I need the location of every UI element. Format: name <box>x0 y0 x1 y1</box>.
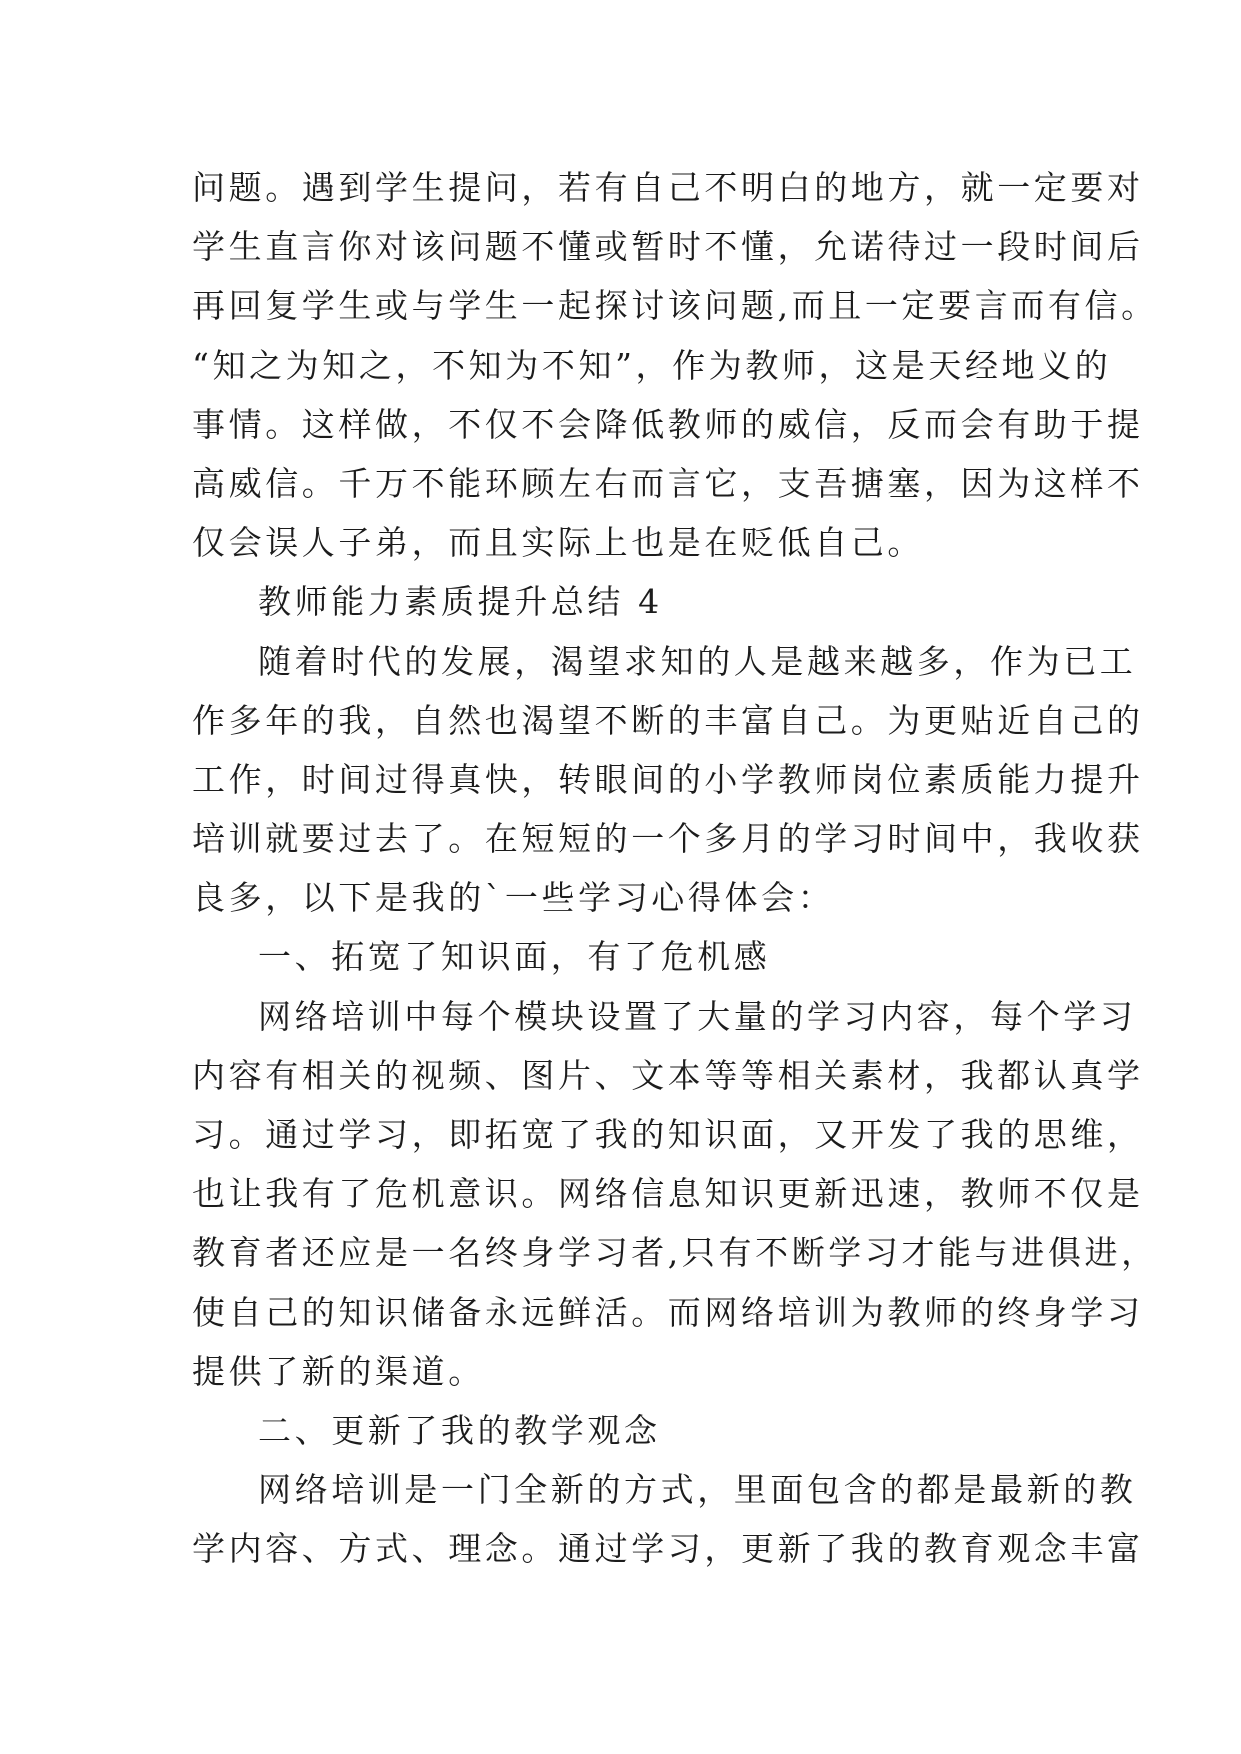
paragraph-line: 良多，以下是我的`一些学习心得体会： <box>192 878 835 918</box>
paragraph-line: “知之为知之，不知为不知”，作为教师，这是天经地义的 <box>192 345 1112 385</box>
paragraph-line: 网络培训是一门全新的方式，里面包含的都是最新的教 <box>258 1470 1137 1510</box>
paragraph-line: 网络培训中每个模块设置了大量的学习内容，每个学习 <box>258 996 1137 1036</box>
paragraph-line: 培训就要过去了。在短短的一个多月的学习时间中，我收获 <box>192 819 1144 859</box>
paragraph-line: 工作，时间过得真快，转眼间的小学教师岗位素质能力提升 <box>192 759 1144 799</box>
paragraph-line: 使自己的知识储备永远鲜活。而网络培训为教师的终身学习 <box>192 1292 1144 1332</box>
paragraph-line: 随着时代的发展，渴望求知的人是越来越多，作为已工 <box>258 641 1137 681</box>
paragraph-line: 事情。这样做，不仅不会降低教师的威信，反而会有助于提 <box>192 404 1144 444</box>
paragraph-line: 学生直言你对该问题不懂或暂时不懂，允诺待过一段时间后 <box>192 227 1144 267</box>
paragraph-line: 高威信。千万不能环顾左右而言它，支吾搪塞，因为这样不 <box>192 463 1144 503</box>
paragraph-line: 作多年的我，自然也渴望不断的丰富自己。为更贴近自己的 <box>192 700 1144 740</box>
paragraph-line: 提供了新的渠道。 <box>192 1351 485 1391</box>
paragraph-line: 问题。遇到学生提问，若有自己不明白的地方，就一定要对 <box>192 168 1144 207</box>
paragraph-line: 内容有相关的视频、图片、文本等等相关素材，我都认真学 <box>192 1055 1144 1095</box>
paragraph-line: 也让我有了危机意识。网络信息知识更新迅速，教师不仅是 <box>192 1174 1144 1214</box>
body-text <box>192 158 1158 1579</box>
paragraph-line: 再回复学生或与学生一起探讨该问题,而且一定要言而有信。 <box>192 286 1158 326</box>
paragraph-line: 习。通过学习，即拓宽了我的知识面，又开发了我的思维， <box>192 1115 1144 1154</box>
paragraph-line: 学内容、方式、理念。通过学习，更新了我的教育观念丰富 <box>192 1529 1144 1569</box>
paragraph-line: 教育者还应是一名终身学习者,只有不断学习才能与进俱进， <box>192 1233 1158 1273</box>
subsection-heading: 二、更新了我的教学观念 <box>258 1410 661 1450</box>
section-heading: 教师能力素质提升总结 4 <box>258 582 663 622</box>
subsection-heading: 一、拓宽了知识面，有了危机感 <box>258 937 771 977</box>
paragraph-line: 仅会误人子弟，而且实际上也是在贬低自己。 <box>192 523 924 563</box>
